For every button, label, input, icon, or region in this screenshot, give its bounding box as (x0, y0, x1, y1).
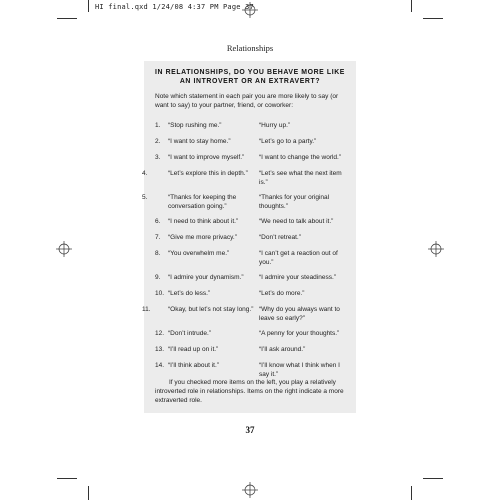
panel-title-line-2: AN INTROVERT OR AN EXTRAVERT? (179, 78, 321, 85)
pair-number: 4. (142, 170, 148, 177)
pair-5-left (142, 193, 263, 211)
left-statement: “I want to stay home.” (168, 138, 231, 145)
pair-6-right: “We need to talk about it.” (259, 218, 334, 225)
panel-title (144, 68, 356, 86)
crop-mark-bottom-left-h (57, 478, 77, 479)
left-statement: “Let’s do less.” (168, 290, 211, 297)
registration-mark-left-icon (56, 241, 72, 257)
pair-8-right: “I can’t get a reaction out of you.” (259, 250, 338, 266)
crop-mark-top-right-h (423, 18, 443, 19)
pair-number: 8. (155, 250, 161, 257)
pair-3-left (155, 153, 250, 162)
pair-number: 10. (155, 290, 165, 297)
left-statement: “I want to improve myself.” (168, 154, 245, 161)
pair-number: 11. (142, 306, 151, 313)
pair-1-left (155, 121, 250, 130)
registration-mark-top-icon (242, 2, 258, 18)
pair-9-right: “I admire your steadiness.” (259, 274, 336, 281)
pair-4-left (142, 169, 263, 178)
pair-number: 3. (155, 154, 161, 161)
pair-number: 5. (142, 194, 148, 201)
left-statement: “I admire your dynamism.” (168, 274, 244, 281)
pair-number: 14. (155, 362, 165, 369)
pair-number: 2. (155, 138, 161, 145)
pair-3-right: “I want to change the world.” (259, 154, 342, 161)
pair-2-left (155, 137, 250, 146)
pair-12-left (155, 329, 250, 338)
pair-5-right: “Thanks for your original thoughts.” (259, 194, 330, 210)
pair-2-right: “Let’s go to a party.” (259, 138, 317, 145)
pair-7-left (155, 233, 250, 242)
left-statement: “Let’s explore this in depth.” (168, 170, 248, 177)
running-head: Relationships (226, 43, 274, 53)
pair-11-left (142, 305, 263, 314)
pair-11-right: “Why do you always want to leave so early?” (259, 306, 340, 322)
crop-mark-bottom-left-v (88, 486, 89, 500)
crop-mark-top-left-v (88, 0, 89, 12)
pair-7-right: “Don’t retreat.” (259, 234, 301, 241)
left-statement: “I’ll read up on it.” (168, 346, 219, 353)
crop-mark-bottom-right-h (423, 478, 443, 479)
crop-mark-bottom-right-v (411, 486, 412, 500)
registration-mark-right-icon (428, 241, 444, 257)
left-statement: “Give me more privacy.” (168, 234, 237, 241)
pair-number: 13. (155, 346, 165, 353)
quiz-panel (144, 61, 356, 413)
pair-14-left (155, 361, 250, 370)
panel-intro: Note which statement in each pair you are more likely to say (or want to say) to your partner, friend, or coworker: (155, 93, 339, 109)
pair-12-right: “A penny for your thoughts.” (259, 330, 340, 337)
pair-14-right: “I’ll know what I think when I say it.” (259, 362, 340, 378)
printer-slug: HI final.qxd 1/24/08 4:37 PM Page 37 (95, 3, 254, 11)
left-statement: “You overwhelm me.” (168, 250, 230, 257)
panel-outro: If you checked more items on the left, you play a relatively introverted role in relationships. Items on the right indicate a more extraverted role. (155, 379, 344, 404)
pair-1-right: “Hurry up.” (259, 122, 291, 129)
pair-6-left (155, 217, 250, 226)
left-statement: “Okay, but let’s not stay long.” (168, 306, 254, 313)
pair-10-left (155, 289, 250, 298)
left-statement: “Don’t intrude.” (168, 330, 211, 337)
left-statement: “Thanks for keeping the conversation going.” (168, 194, 237, 210)
page-number: 37 (245, 425, 255, 435)
left-statement: “I need to think about it.” (168, 218, 239, 225)
left-statement: “I’ll think about it.” (168, 362, 219, 369)
panel-title-line-1: IN RELATIONSHIPS, DO YOU BEHAVE MORE LIKE (155, 69, 345, 76)
crop-mark-top-right-v (411, 0, 412, 12)
pair-8-left (155, 249, 250, 258)
left-statement: “Stop rushing me.” (168, 122, 222, 129)
pair-number: 9. (155, 274, 161, 281)
pair-9-left (155, 273, 250, 282)
registration-mark-bottom-icon (242, 482, 258, 498)
pair-number: 6. (155, 218, 161, 225)
pair-number: 7. (155, 234, 161, 241)
pair-13-left (155, 345, 250, 354)
crop-mark-top-left-h (57, 18, 77, 19)
pair-number: 1. (155, 122, 161, 129)
pair-number: 12. (155, 330, 165, 337)
pair-4-right: “Let’s see what the next item is.” (259, 170, 342, 186)
pair-10-right: “Let’s do more.” (259, 290, 305, 297)
pair-13-right: “I’ll ask around.” (259, 346, 306, 353)
